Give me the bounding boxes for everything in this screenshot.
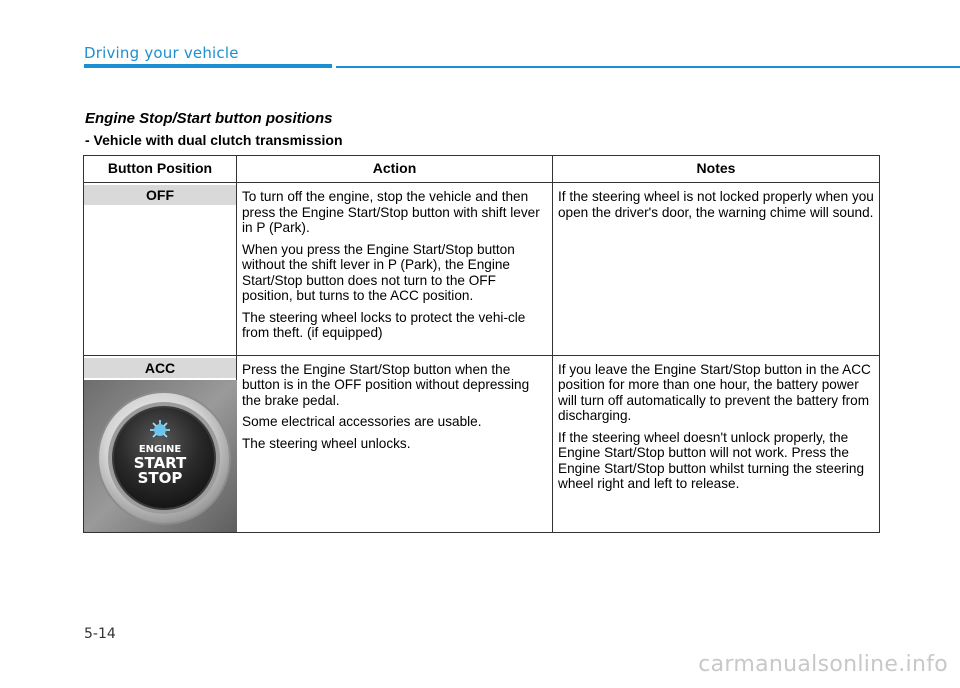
watermark: carmanualsonline.info <box>698 652 948 677</box>
table-header-row <box>84 156 880 183</box>
action-text: The steering wheel locks to protect the vehi-cle from theft. (if equipped) <box>242 309 526 340</box>
section-subtitle: - Vehicle with dual clutch transmission <box>85 132 343 148</box>
action-text: Press the Engine Start/Stop button when the button is in the OFF position without depressing the brake pedal. <box>242 361 530 408</box>
section-title: Engine Stop/Start button positions <box>85 110 333 127</box>
position-label-acc: ACC <box>84 358 236 378</box>
engine-start-stop-button-image <box>84 380 237 532</box>
button-positions-table <box>83 155 880 533</box>
position-cell-off <box>84 183 237 356</box>
header-rule-thin <box>336 66 960 68</box>
page-header <box>84 44 239 63</box>
button-label-engine: ENGINE <box>138 443 182 455</box>
notes-text: If you leave the Engine Start/Stop button in the ACC position for more than one hour, the battery power will turn off automatically to prevent the battery from discharging. <box>558 361 871 423</box>
button-label-start: START <box>133 453 187 472</box>
notes-text: If the steering wheel is not locked properly when you open the driver's door, the warning chime will sound. <box>558 189 874 220</box>
action-text: To turn off the engine, stop the vehicle and then press the Engine Start/Stop button with shift lever in P (Park). <box>242 189 540 235</box>
table-row-off <box>84 183 880 356</box>
action-cell-off <box>237 183 553 356</box>
notes-cell-off <box>553 183 880 356</box>
page-number: 5-14 <box>84 626 116 642</box>
action-text: The steering wheel unlocks. <box>242 435 411 451</box>
notes-text: If the steering wheel doesn't unlock properly, the Engine Start/Stop button will not work. Press the Engine Start/Stop button whilst turning the steering wheel right and left to release. <box>558 429 865 491</box>
button-label-stop: STOP <box>137 468 183 487</box>
chapter-title: Driving your vehicle <box>84 44 239 62</box>
action-text: When you press the Engine Start/Stop button without the shift lever in P (Park), the Engine Start/Stop button does not turn to the OFF position, but turns to the ACC position. <box>242 241 515 303</box>
action-text: Some electrical accessories are usable. <box>242 414 482 429</box>
table-row-acc <box>84 355 880 532</box>
notes-cell-acc <box>553 355 880 532</box>
header-rule-thick <box>84 64 332 68</box>
position-label-off: OFF <box>84 185 236 205</box>
header-action: Action <box>237 156 553 183</box>
action-cell-acc <box>237 355 553 532</box>
position-cell-acc <box>84 355 237 532</box>
header-button-position: Button Position <box>84 156 237 183</box>
header-notes: Notes <box>553 156 880 183</box>
